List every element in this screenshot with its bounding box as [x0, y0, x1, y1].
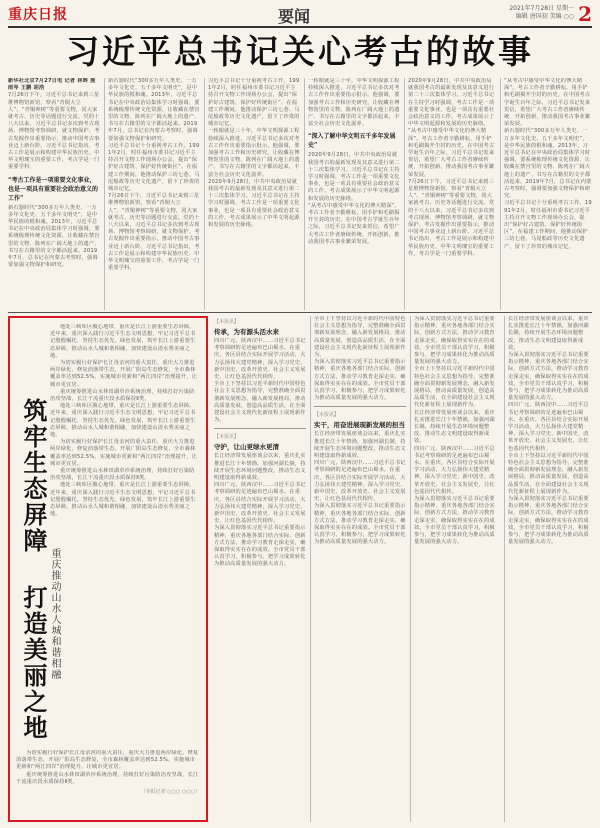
feature-paragraph: 为切实履行好保护长江母亲河的重大责任，重庆大力推进两岸绿化，修复消落带生态，开展广阳岛生态修复，全市森林覆盖率达到52.5%。实施城市更新和“两江四岸”治理提升，让城市更宜居。	[50, 439, 198, 467]
column-divider	[410, 316, 411, 822]
feature-article-box	[8, 316, 208, 822]
brief-text: 长江经济带发展座谈会以来，重庆扎实推进长江十年禁渔，加强河湖长制，持续开展生态环境问题整改，推动生态文明建设取得新成效。	[314, 431, 406, 460]
newspaper-logo: 重庆日报	[8, 7, 68, 23]
issue-date: 2021年7月28日 星期一	[509, 5, 574, 12]
masthead	[8, 4, 592, 26]
article-column-3	[208, 78, 300, 310]
column-divider	[404, 78, 405, 310]
brief-text: 四川广元、陕西汉中……习近平总书记考察调研的足迹遍布巴山蜀水。在重庆，各区县结合实际开展学习活动，大力弘扬伟大建党精神，深入学习党史、新中国史、改革开放史、社会主义发展史，让红色基因代代相传。	[314, 460, 406, 503]
brief-title: 守护，让山更绿水更清	[214, 443, 279, 452]
column-divider	[310, 316, 311, 822]
brief-text: 全市上下坚持以习近平新时代中国特色社会主义思想为指导，完整准确全面贯彻新发展理念，融入新发展格局，推动高质量发展，创造高品质生活，在全面建设社会主义现代化新征程上展现新作为。	[214, 381, 306, 424]
top-article	[8, 78, 592, 310]
column-divider	[500, 78, 501, 310]
feature-paragraph: 地处三峡库区腹心地带，重庆是长江上游重要生态屏障。近年来，重庆深入践行习近平生态文明思想，牢记习近平总书记殷殷嘱托，坚持生态优先、绿色发展，筑牢长江上游重要生态屏障，推动山水人城和谐相融，加快建设山清水秀美丽之地。	[50, 482, 196, 518]
brief-text: 全市上下坚持以习近平新时代中国特色社会主义思想为指导，完整准确全面贯彻新发展理念，融入新发展格局，推动高质量发展，创造高品质生活，在全面建设社会主义现代化新征程上展现新作为。	[314, 316, 406, 359]
feature-subtitle: 重庆推动山水人城和谐相融	[49, 548, 60, 680]
main-headline: 习近平总书记关心考古的故事	[66, 32, 534, 71]
article-text: 2020年9月28日，中共中央政治局就我国考古的最新发现及其意义进行第二十三次集体学习。习近平总书记在主持学习时强调，考古工作是一项重要文化事业，也是一项具有重要社会政治意义的工作。考古成果展示了中华文明起源和发展的历史脉络。	[408, 78, 495, 128]
column-divider	[304, 78, 305, 310]
article-text: 新石器时代“300多万年人类史、一万多年文化史、五千多年文明史”，是中华民族的根和魂。2013年，习近平总书记在中央政治局集体学习时强调，要系统梳理传统文化资源，让收藏在禁宫里的文物、陈列在广阔大地上的遗产、书写在古籍里的文字都活起来。2019年7月，总书记在内蒙古考察时，强调要加强文物保护和研究。	[504, 128, 592, 200]
column-divider	[204, 78, 205, 310]
feature-body	[50, 324, 200, 740]
article-subhead: “考古工作是一项重要文化事业，也是一项具有重要社会政治意义的工作”	[8, 176, 99, 202]
page-number: 2	[578, 2, 592, 26]
article-byline: 新华社北京7月27日电 记者 林晖 施雨岑 王鹏 胡浩	[8, 78, 96, 92]
brief-title: 传承，为有源头活水来	[214, 328, 279, 336]
article-column-1	[8, 78, 100, 310]
article-text: 一转眼就是三十年，中华文明探源工程持续深入推进，习近平总书记多次对考古工作作出重要指示批示。他强调，要加强考古工作和历史研究，让收藏在博物馆里的文物、陈列在广阔大地上的遗产、书写在古籍里的文字都活起来，丰富全社会历史文化滋养。	[208, 128, 300, 178]
brief-text: 为深入贯彻落实习近平总书记重要指示精神，重庆各地各部门结合实际，创新方式方法，推动学习教育走深走实，确保取得实实在在的成效。全市党员干部认真学习，积极参与，把学习成果转化为推动高质量发展的强大动力。	[314, 359, 406, 402]
article-column-2	[108, 78, 200, 310]
article-text: 习近平总书记十分重视考古工作。1991年2月，时任福州市委书记习近平主持召开文物工作现场办公会，提出“保护好古建筑、保护好传统街区”。在福建工作期间，他推动保护三坊七巷、马尾船政等历史文化遗产，留下了珍贵的城市记忆。	[208, 78, 300, 128]
article-subhead: “深入了解中华文明五千多年发展史”	[308, 133, 396, 150]
brief-text: 长江经济带发展座谈会以来，重庆扎实推进长江十年禁渔，加强河湖长制，持续开展生态环境问题整改，推动生态文明建设取得新成效。	[214, 453, 306, 482]
feature-body-lower	[16, 750, 200, 814]
article-text: 习近平总书记十分重视考古工作。1991年2月，时任福州市委书记习近平主持召开文物工作现场办公会，提出“保护好古建筑、保护好传统街区”。在福建工作期间，他推动保护三坊七巷、马尾船政等历史文化遗产，留下了珍贵的城市记忆。	[108, 142, 200, 193]
feature-paragraph: 重庆统筹推进山水林田湖草沙系统治理，持续打好污染防治攻坚战，长江干流重庆段水质保持Ⅱ类。	[50, 388, 195, 403]
brief-text: 长江经济带发展座谈会以来，重庆扎实推进长江十年禁渔，加强河湖长制，持续开展生态环境问题整改，推动生态文明建设取得新成效。	[414, 409, 495, 445]
brief-text: 四川广元、陕西汉中……习近平总书记考察调研的足迹遍布巴山蜀水。在重庆，各区县结合实际开展学习活动，大力弘扬伟大建党精神，深入学习党史、新中国史、改革开放史、社会主义发展史，让红色基因代代相传。	[508, 402, 589, 452]
brief-text: 为深入贯彻落实习近平总书记重要指示精神，重庆各地各部门结合实际，创新方式方法，推动学习教育走深走实，确保取得实实在在的成效。全市党员干部认真学习，积极参与，把学习成果转化为推动高质量发展的强大动力。	[414, 496, 495, 546]
brief-divider	[214, 428, 306, 429]
column-divider	[104, 78, 105, 310]
feature-paragraph: 地处三峡库区腹心地带，重庆是长江上游重要生态屏障。近年来，重庆深入践行习近平生态文明思想，牢记习近平总书记殷殷嘱托，坚持生态优先、绿色发展，筑牢长江上游重要生态屏障，推动山水人城和谐相融，加快建设山清水秀美丽之地。	[50, 324, 196, 359]
issue-editor: 编辑 唐国初 美编 ○○	[515, 13, 574, 20]
article-text: 7月26日下午，习近平总书记来到三星堆博物馆新馆，察看“青铜大立人”、“青铜神树”等重要文物，同大家就考古、历史等话题进行交流。党的十八大以来，习近平总书记多次到考古现场、博物馆考察调研，就文物保护、考古发掘作出重要指示，推动中国考古事业迈上新台阶。习近平总书记指出，考古工作是展示和构建中华民族历史、中华文明瑰宝的重要工作，考古学是一门重要学科。	[108, 193, 200, 272]
brief-text: 为深入贯彻落实习近平总书记重要指示精神，重庆各地各部门结合实际，创新方式方法，推动学习教育走深走实，确保取得实实在在的成效。全市党员干部认真学习，积极参与，把学习成果转化为推动高质量发展的强大动力。	[508, 352, 589, 402]
brief-column-3	[414, 316, 500, 822]
feature-paragraph: 为切实履行好保护长江母亲河的重大责任，重庆大力推进两岸绿化，修复消落带生态，开展广阳岛生态修复，全市森林覆盖率达到52.5%。实施城市更新和“两江四岸”治理提升，让城市更宜居。	[50, 360, 198, 388]
column-divider	[504, 316, 505, 822]
article-column-5	[408, 78, 496, 310]
article-text: 新石器时代“300多万年人类史、一万多年文化史、五千多年文明史”，是中华民族的根和魂。2013年，习近平总书记在中央政治局集体学习时强调，要系统梳理传统文化资源，让收藏在禁宫里的文物、陈列在广阔大地上的遗产、书写在古籍里的文字都活起来。2019年7月，总书记在内蒙古考察时，强调要加强文物保护和研究。	[8, 204, 100, 269]
feature-paragraph: 地处三峡库区腹心地带，重庆是长江上游重要生态屏障。近年来，重庆深入践行习近平生态文明思想，牢记习近平总书记殷殷嘱托，坚持生态优先、绿色发展，筑牢长江上游重要生态屏障，推动山水人城和谐相融，加快建设山清水秀美丽之地。	[50, 403, 196, 439]
feature-paragraph: 重庆统筹推进山水林田湖草沙系统治理，持续打好污染防治攻坚战，长江干流重庆段水质保持Ⅱ类。	[16, 771, 199, 785]
header-rule	[8, 26, 592, 28]
brief-column-2	[314, 316, 406, 822]
brief-divider	[314, 406, 406, 407]
brief-text: 四川广元、陕西汉中……习近平总书记考察调研的足迹遍布巴山蜀水。在重庆，各区县结合实际开展学习活动，大力弘扬伟大建党精神，深入学习党史、新中国史、改革开放史、社会主义发展史，让红色基因代代相传。	[214, 482, 306, 525]
brief-tag: 【本报讯】	[214, 319, 240, 325]
article-text: 2020年9月28日，中共中央政治局就我国考古的最新发现及其意义进行第二十三次集体学习。习近平总书记在主持学习时强调，考古工作是一项重要文化事业，也是一项具有重要社会政治意义的工作。考古成果展示了中华文明起源和发展的历史脉络。	[308, 152, 400, 202]
brief-text: 全市上下坚持以习近平新时代中国特色社会主义思想为指导，完整准确全面贯彻新发展理念，融入新发展格局，推动高质量发展，创造高品质生活，在全面建设社会主义现代化新征程上展现新作为。	[508, 452, 589, 495]
brief-tag: 【本报讯】	[214, 434, 240, 441]
brief-text: 四川广元、陕西汉中……习近平总书记考察调研的足迹遍布巴山蜀水。在重庆，各区县结合实际开展学习活动，大力弘扬伟大建党精神，深入学习党史、新中国史、改革开放史、社会主义发展史，让红色基因代代相传。	[414, 445, 495, 495]
brief-text: 全市上下坚持以习近平新时代中国特色社会主义思想为指导，完整准确全面贯彻新发展理念，融入新发展格局，推动高质量发展，创造高品质生活，在全面建设社会主义现代化新征程上展现新作为。	[414, 366, 495, 409]
article-text: 新石器时代“300多万年人类史、一万多年文化史、五千多年文明史”，是中华民族的根和魂。2013年，习近平总书记在中央政治局集体学习时强调，要系统梳理传统文化资源，让收藏在禁宫里的文物、陈列在广阔大地上的遗产、书写在古籍里的文字都活起来。2019年7月，总书记在内蒙古考察时，强调要加强文物保护和研究。	[108, 78, 200, 142]
brief-text: 长江经济带发展座谈会以来，重庆扎实推进长江十年禁渔，加强河湖长制，持续开展生态环境问题整改，推动生态文明建设取得新成效。	[508, 316, 589, 351]
brief-text: 为深入贯彻落实习近平总书记重要指示精神，重庆各地各部门结合实际，创新方式方法，推动学习教育走深走实，确保取得实实在在的成效。全市党员干部认真学习，积极参与，把学习成果转化为推动高质量发展的强大动力。	[414, 316, 495, 366]
brief-tag: 【本报讯】	[314, 412, 340, 419]
article-text: 习近平总书记十分重视考古工作。1991年2月，时任福州市委书记习近平主持召开文物工作现场办公会，提出“保护好古建筑、保护好传统街区”。在福建工作期间，他推动保护三坊七巷、马尾船政等历史文化遗产，留下了珍贵的城市记忆。	[504, 200, 592, 250]
article-text: “从考古中感受中华文化的博大精深”。考古工作者辛勤耕耘，用手铲和毛刷揭开尘封的历史。在中国考古学诞生百年之际，习近平总书记发来贺信，希望广大考古工作者赓续传统、开拓创新，推动我国考古事业繁荣发展。	[408, 128, 495, 178]
section-divider	[8, 312, 592, 313]
article-text: 2020年9月28日，中共中央政治局就我国考古的最新发现及其意义进行第二十三次集体学习。习近平总书记在主持学习时强调，考古工作是一项重要文化事业，也是一项具有重要社会政治意义的工作。考古成果展示了中华文明起源和发展的历史脉络。	[208, 178, 300, 229]
article-text: “从考古中感受中华文化的博大精深”。考古工作者辛勤耕耘，用手铲和毛刷揭开尘封的历史。在中国考古学诞生百年之际，习近平总书记发来贺信，希望广大考古工作者赓续传统、开拓创新，推动我国考古事业繁荣发展。	[308, 202, 400, 245]
feature-paragraph: 为切实履行好保护长江母亲河的重大责任，重庆大力推进两岸绿化，修复消落带生态，开展广阳岛生态修复，全市森林覆盖率达到52.5%。实施城市更新和“两江四岸”治理提升，让城市更宜居。	[16, 750, 199, 771]
article-text: 一转眼就是三十年，中华文明探源工程持续深入推进，习近平总书记多次对考古工作作出重要指示批示。他强调，要加强考古工作和历史研究，让收藏在博物馆里的文物、陈列在广阔大地上的遗产、书写在古籍里的文字都活起来，丰富全社会历史文化滋养。	[308, 78, 400, 128]
article-text: “从考古中感受中华文化的博大精深”。考古工作者辛勤耕耘，用手铲和毛刷揭开尘封的历史。在中国考古学诞生百年之际，习近平总书记发来贺信，希望广大考古工作者赓续传统、开拓创新，推动我国考古事业繁荣发展。	[504, 78, 591, 128]
brief-text: 为深入贯彻落实习近平总书记重要指示精神，重庆各地各部门结合实际，创新方式方法，推动学习教育走深走实，确保取得实实在在的成效。全市党员干部认真学习，积极参与，把学习成果转化为推动高质量发展的强大动力。	[508, 496, 589, 546]
brief-column-1	[214, 316, 306, 822]
article-text: 7月26日下午，习近平总书记来到三星堆博物馆新馆，察看“青铜大立人”、“青铜神树”等重要文物，同大家就考古、历史等话题进行交流。党的十八大以来，习近平总书记多次到考古现场、博物馆考察调研，就文物保护、考古发掘作出重要指示，推动中国考古事业迈上新台阶。习近平总书记指出，考古工作是展示和构建中华民族历史、中华文明瑰宝的重要工作，考古学是一门重要学科。	[8, 92, 100, 171]
feature-title: 筑牢生态屏障 打造美丽之地	[19, 398, 48, 741]
article-text: 7月26日下午，习近平总书记来到三星堆博物馆新馆，察看“青铜大立人”、“青铜神树”等重要文物，同大家就考古、历史等话题进行交流。党的十八大以来，习近平总书记多次到考古现场、博物馆考察调研，就文物保护、考古发掘作出重要指示，推动中国考古事业迈上新台阶。习近平总书记指出，考古工作是展示和构建中华民族历史、中华文明瑰宝的重要工作，考古学是一门重要学科。	[408, 178, 495, 257]
section-title: 要闻	[278, 7, 311, 26]
issue-info	[454, 5, 574, 21]
brief-column-4	[508, 316, 592, 822]
brief-text: 为深入贯彻落实习近平总书记重要指示精神，重庆各地各部门结合实际，创新方式方法，推动学习教育走深走实，确保取得实实在在的成效。全市党员干部认真学习，积极参与，把学习成果转化为推动高质量发展的强大动力。	[214, 525, 306, 568]
article-column-6	[504, 78, 592, 310]
brief-text: 为深入贯彻落实习近平总书记重要指示精神，重庆各地各部门结合实际，创新方式方法，推动学习教育走深走实，确保取得实实在在的成效。全市党员干部认真学习，积极参与，把学习成果转化为推动高质量发展的强大动力。	[314, 503, 406, 546]
brief-text: 四川广元、陕西汉中……习近平总书记考察调研的足迹遍布巴山蜀水。在重庆，各区县结合实际开展学习活动，大力弘扬伟大建党精神，深入学习党史、新中国史、改革开放史、社会主义发展史，让红色基因代代相传。	[214, 338, 306, 381]
article-column-4	[308, 78, 400, 310]
feature-imprint: （本报记者 ○○○ ○○○）	[140, 789, 200, 796]
feature-paragraph: 重庆统筹推进山水林田湖草沙系统治理，持续打好污染防治攻坚战，长江干流重庆段水质保持Ⅱ类。	[50, 468, 195, 482]
brief-title: 实干，用奋进展现新发展的担当	[314, 421, 405, 430]
